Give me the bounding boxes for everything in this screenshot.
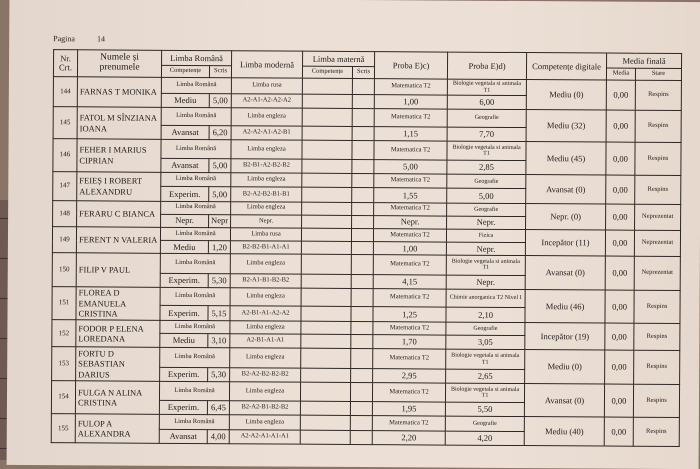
student-name: FERARU C BIANCA [77,200,161,227]
lm-subject: Limba engleza [231,108,302,126]
proba-d-score: 2,10 [446,307,525,323]
lmat-competente-cell [302,173,352,187]
lr-subject: Limba Română [161,201,231,215]
lr-level: Avansat [161,125,209,139]
lr-score: 4,00 [207,429,229,444]
lr-subject: Limba Română [161,108,231,126]
proba-c-subject: Matematica T2 [374,109,447,127]
lr-level: Experim. [160,367,208,381]
table-row [53,107,681,128]
final-media: 0,00 [605,256,634,290]
row-number: 153 [52,347,76,381]
proba-d-subject: Biologie vegetala si animala T1 [445,383,524,403]
proba-c-score: 4,15 [373,274,446,289]
lmat-competente-value [301,274,351,288]
lmat-scris-value [350,430,372,445]
row-number: 150 [52,253,76,287]
lmat-scris-cell [352,78,374,94]
lm-level: B2-B1-A2-B2-B2 [231,159,302,174]
final-media: 0,00 [605,230,634,257]
lm-subject: Limba rusa [230,228,301,242]
lm-level: B2-A2-B2-B2-B2 [230,367,301,382]
header-lr-scris: Scris [209,66,231,78]
final-status: Respins [633,418,679,447]
lm-subject: Limba engleza [229,415,300,430]
lm-level: A2-A2-A1-A1-A1 [229,429,300,444]
proba-d-subject: Biologie vegetala si animala T1 [447,141,526,161]
lr-level: Experim. [160,273,208,287]
lmat-scris-cell [352,174,374,188]
final-media: 0,00 [605,323,634,351]
final-status: Respins [635,111,681,143]
proba-c-subject: Matematica T2 [373,349,446,369]
page-label-text: Pagina [53,34,75,44]
final-status: Respins [634,290,680,324]
header-media: Media [606,68,635,80]
proba-d-subject: Chimie anorganica T2 Nivel I [446,289,525,308]
lr-score: 6,45 [207,401,229,415]
proba-d-subject: Biologie vegetala si animala T1 [447,79,526,96]
student-name: FLOREA D EMANUELA CRISTINA [76,287,160,321]
page-number: 14 [96,34,105,44]
lmat-competente-value [302,94,352,108]
digital-competence: Mediu (0) [525,350,605,384]
final-media: 0,00 [605,290,634,324]
lmat-scris-cell [351,288,373,306]
lm-subject: Limba engleza [230,254,301,274]
header-lr-competente: Competențe [161,65,209,77]
lr-score: 1,20 [208,241,230,254]
digital-competence: Mediu (45) [526,141,606,175]
lm-level: B2-B2-B1-A1-A1 [230,241,301,255]
lr-score: 5,00 [209,94,231,108]
lr-level: Avansat [159,429,207,444]
results-table [51,49,682,447]
lmat-competente-cell [301,349,351,369]
digital-competence: Nepr. (0) [526,203,606,230]
final-media: 0,00 [606,110,635,142]
student-name: FERENT N VALERIA [76,227,160,254]
lm-subject: Limba engleza [229,382,300,402]
lr-level: Mediu [160,240,208,253]
lr-level: Avansat [161,158,209,172]
final-media: 0,00 [604,384,633,418]
lr-subject: Limba Română [159,381,229,401]
proba-d-subject: Geografie [447,109,526,127]
final-media: 0,00 [606,142,635,176]
proba-c-score: Nepr. [374,215,447,229]
lmat-scris-cell [351,322,373,335]
header-proba-c: Proba E)c) [374,52,447,79]
proba-d-score: Nepr. [447,216,526,230]
lr-subject: Limba Română [160,254,230,274]
digital-competence: Avansat (0) [525,256,605,290]
lm-subject: Limba rusa [231,78,302,95]
digital-competence: Incepător (19) [525,323,605,351]
lmat-scris-cell [351,228,373,241]
lr-score: 6,20 [209,125,231,139]
header-limba-romana: Limba Română [162,50,232,65]
lr-level: Nepr. [161,214,209,227]
lm-level: Nepr. [231,215,302,229]
proba-d-subject: Fizica [446,229,525,243]
student-name: FULOP A ALEXANDRA [75,414,159,443]
final-status: Respins [635,142,681,176]
row-number: 146 [53,138,77,172]
proba-c-subject: Matematica T2 [372,383,445,403]
proba-c-subject: Matematica T2 [374,202,447,216]
lmat-competente-value [302,159,352,173]
lmat-competente-value [301,368,351,382]
proba-c-score: 5,00 [374,160,447,175]
lmat-scris-cell [352,109,374,126]
proba-d-score: 5,50 [445,402,524,417]
lm-subject: Limba engleza [231,201,302,215]
lmat-competente-value [301,334,351,348]
lmat-competente-value [302,188,352,202]
proba-c-score: 1,00 [373,242,446,256]
lmat-competente-cell [301,321,351,334]
proba-d-subject: Geografie [446,322,525,336]
lm-level: B2-A1-B1-B2-B2 [230,273,301,288]
digital-competence: Mediu (0) [526,80,606,111]
student-name: FORTU D SEBASTIAN DARIUS [76,347,160,381]
proba-c-subject: Matematica T2 [374,79,447,96]
final-media: 0,00 [606,175,635,204]
final-media: 0,00 [606,80,635,111]
row-number: 155 [51,414,75,443]
proba-d-subject: Geografie [445,416,524,431]
proba-c-subject: Matematica T2 [373,322,446,336]
proba-d-score: 2,65 [446,369,525,384]
lr-level: Experim. [159,401,207,415]
proba-c-score: 1,15 [374,126,447,141]
student-name: FODOR P ELENA LOREDANA [76,320,160,348]
proba-c-subject: Matematica T2 [374,174,447,189]
final-status: Respins [635,175,681,204]
final-status: Neprezentat [634,230,680,257]
header-competente-digitale: Competențe digitale [526,53,606,80]
proba-c-score: 1,70 [373,335,446,350]
lmat-scris-cell [351,255,373,274]
header-lmat-scris: Scris [352,66,374,78]
lmat-competente-cell [302,202,352,215]
lmat-scris-cell [350,382,372,401]
digital-competence: Mediu (40) [524,417,604,446]
proba-c-subject: Matematica T2 [373,288,446,307]
lr-score: 3,10 [208,334,230,348]
proba-c-score: 1,00 [374,95,447,110]
lr-subject: Limba Română [161,139,231,159]
lmat-scris-cell [351,349,373,368]
proba-d-subject: Geografie [447,174,526,189]
lr-score: Nepr [209,214,231,227]
proba-d-score: 3,05 [446,335,525,350]
final-status: Respins [634,323,680,351]
proba-d-subject: Geografie [447,203,526,217]
header-media-finala: Media finală [607,53,682,68]
lmat-competente-value [301,306,351,321]
lr-score: 5,00 [209,187,231,201]
lr-score: 5,15 [208,306,230,321]
table-row [52,286,680,308]
lmat-competente-value [300,430,350,445]
lmat-competente-cell [301,228,351,241]
row-number: 152 [52,320,76,348]
lm-level: A2-A1-A2-A2-A2 [231,94,302,109]
proba-c-subject: Matematica T2 [372,416,445,431]
lmat-scris-value [351,307,373,322]
final-status: Respins [634,351,680,385]
proba-d-score: 6,00 [447,95,526,110]
student-name: FEHER I MARIUS CIPRIAN [77,139,161,173]
proba-d-score: Nepr. [446,242,525,256]
lr-level: Experim. [161,187,209,201]
proba-d-score: 5,00 [447,189,526,204]
lr-score: 5,30 [208,273,230,287]
student-name: FATOL M SÎNZIANA IOANA [77,107,161,139]
final-media: 0,00 [605,351,634,385]
final-media: 0,00 [604,417,633,446]
final-media: 0,00 [606,204,635,231]
lr-subject: Limba Română [161,173,231,188]
lmat-competente-cell [302,78,352,95]
page-label [53,34,127,43]
lmat-competente-value [301,241,351,254]
lm-level: B2-A2-B2-B1-B1 [231,187,302,202]
lmat-scris-value [351,274,373,288]
row-number: 145 [53,107,77,139]
lmat-competente-cell [300,416,350,430]
lmat-scris-value [351,368,373,382]
lmat-competente-cell [302,140,352,160]
header-proba-d: Proba E)d) [447,52,526,79]
proba-d-score: 4,20 [445,431,524,446]
digital-competence: Avansat (0) [524,383,604,417]
table-row [53,77,681,97]
row-number: 147 [53,172,77,201]
proba-c-score: 2,20 [372,430,445,445]
lr-level: Mediu [161,94,209,108]
lm-level: A2-B1-A1-A2-A2 [230,306,301,321]
lr-subject: Limba Română [161,77,231,94]
lmat-scris-value [352,188,374,202]
row-number: 149 [52,227,76,253]
lmat-scris-value [352,160,374,174]
digital-competence: Incepător (11) [525,230,605,257]
proba-d-subject: Biologie vegetala si animala T1 [446,255,525,275]
header-name: Numele și prenumele [77,50,161,78]
lr-subject: Limba Română [160,348,230,368]
lmat-competente-value [302,126,352,140]
lm-subject: Limba engleza [230,321,301,335]
lmat-scris-value [351,335,373,349]
proba-c-score: 2,95 [373,368,446,383]
lm-level: A2-A2-A1-A2-B1 [231,125,302,140]
lmat-scris-cell [352,202,374,215]
digital-competence: Avansat (0) [526,175,606,204]
proba-c-score: 1,25 [373,307,446,323]
proba-d-score: Nepr. [446,275,525,290]
proba-d-subject: Biologie vegetala si animala T1 [446,350,525,370]
digital-competence: Mediu (46) [525,289,605,323]
lmat-competente-cell [301,255,351,275]
final-status: Respins [635,80,681,111]
proba-c-subject: Matematica T2 [374,140,447,160]
lmat-scris-cell [352,140,374,159]
proba-c-subject: Matematica T2 [373,229,446,243]
lmat-competente-cell [300,382,350,402]
student-name: FULGA N ALINA CRISTINA [75,381,159,415]
table-row [52,347,680,370]
row-number: 144 [53,77,77,108]
final-status: Respins [633,384,679,418]
lr-subject: Limba Română [160,320,230,334]
lmat-competente-value [300,401,350,415]
proba-c-score: 1,95 [372,402,445,417]
row-number: 151 [52,286,76,319]
table-row [51,381,679,404]
table-row [52,253,680,276]
lr-subject: Limba Română [159,415,229,430]
row-number: 148 [53,200,77,226]
digital-competence: Mediu (32) [526,110,606,142]
lmat-scris-value [351,242,373,255]
lm-subject: Limba engleza [231,140,302,160]
proba-c-score: 1,55 [374,188,447,203]
lr-level: Experim. [160,305,208,320]
lr-level: Mediu [160,334,208,348]
lmat-competente-cell [301,288,351,307]
lmat-competente-value [302,215,352,228]
header-nr: Nr. Crt. [53,50,77,77]
lm-level: B2-A2-B1-B2-B2 [229,401,300,416]
lm-subject: Limba engleza [231,173,302,188]
lr-score: 5,00 [209,159,231,173]
proba-d-score: 2,85 [447,160,526,175]
lmat-scris-value [350,402,372,416]
table-row [53,138,681,161]
lr-score: 5,30 [208,367,230,381]
header-limba-moderna: Limba modernă [231,51,302,78]
final-status: Neprezentat [634,257,680,291]
student-name: FILIP V PAUL [76,253,160,287]
paper-sheet [7,0,700,469]
student-name: FARNAS T MONIKA [77,77,161,108]
row-number: 154 [51,381,75,415]
lr-subject: Limba Română [160,227,230,241]
header-lmat-competente: Competențe [302,66,352,78]
lm-subject: Limba engleza [230,288,301,307]
lmat-scris-value [352,126,374,140]
lr-subject: Limba Română [160,287,230,306]
lmat-competente-cell [302,109,352,127]
final-status: Neprezentat [635,204,681,231]
lm-subject: Limba engleza [230,348,301,368]
proba-c-subject: Matematica T2 [373,255,446,275]
lmat-scris-cell [350,416,372,430]
lmat-scris-value [352,215,374,228]
header-limba-materna: Limba maternă [303,51,375,66]
lm-level: A2-B1-A1-A1 [230,334,301,349]
lmat-scris-value [352,95,374,109]
proba-d-score: 7,70 [447,127,526,142]
header-stare: Stare [635,68,681,80]
student-name: FEIEȘ I ROBERT ALEXANDRU [77,172,161,201]
